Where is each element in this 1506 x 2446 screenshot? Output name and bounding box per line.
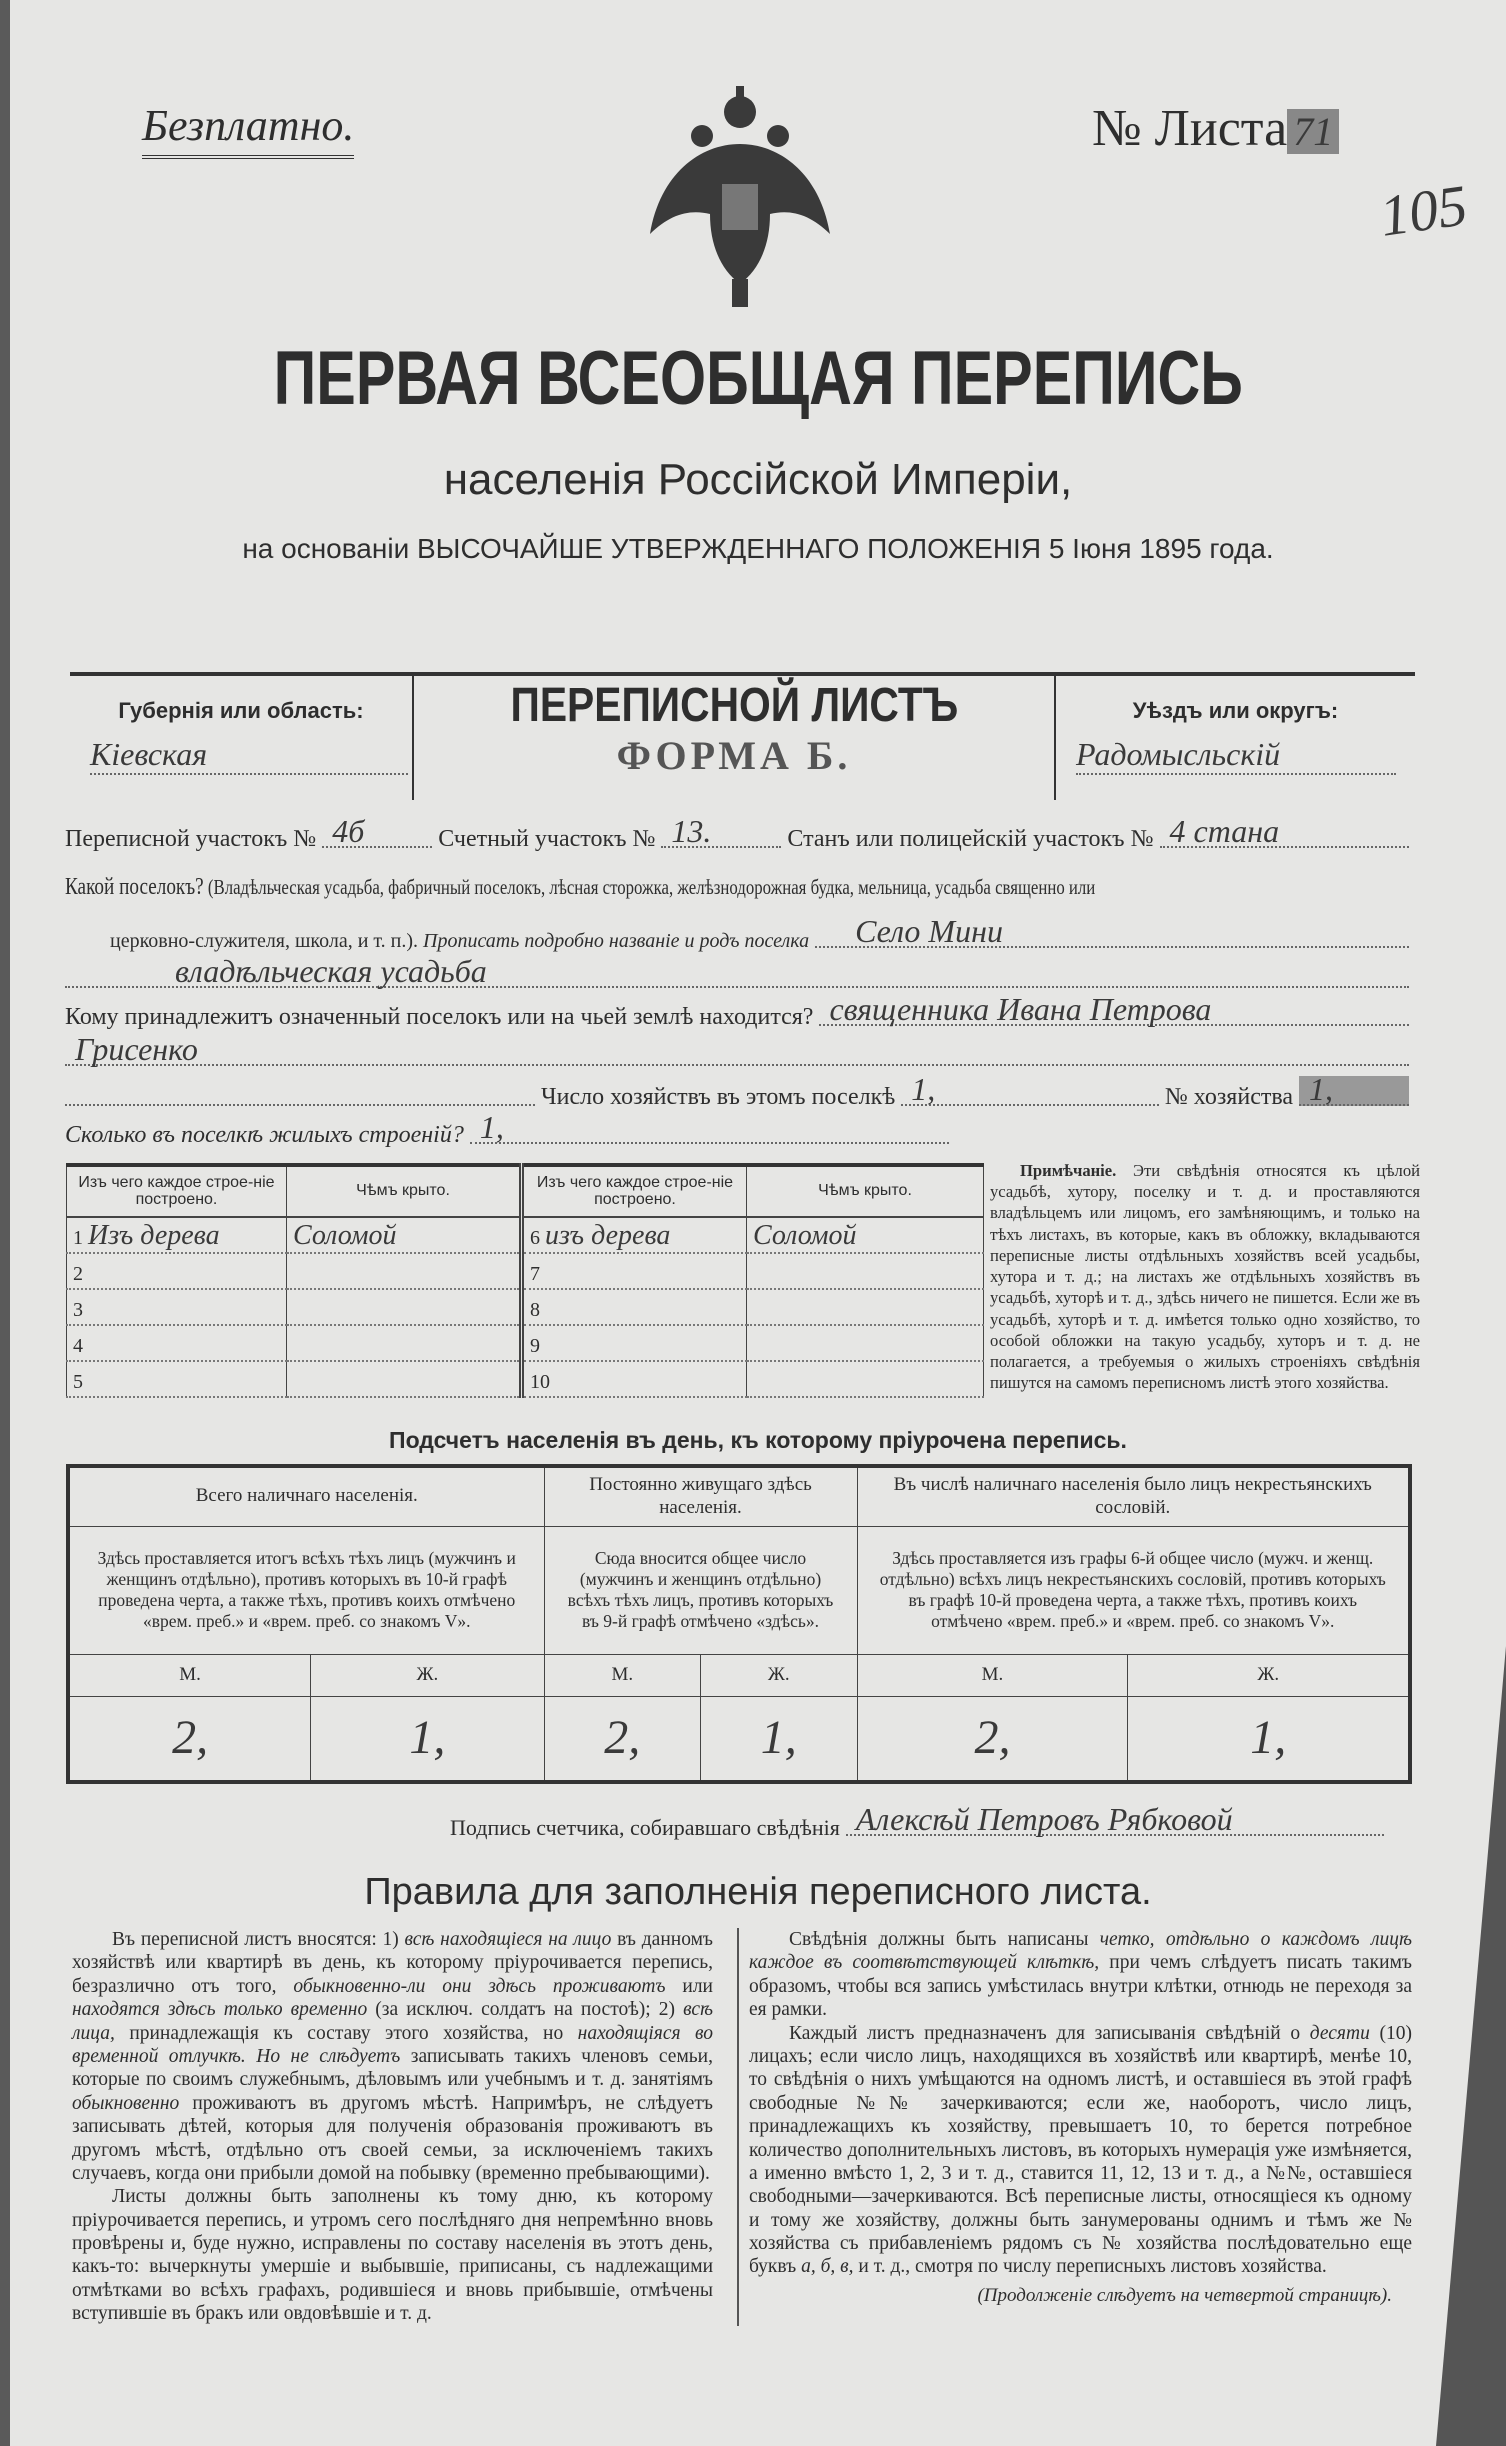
building-row: [67, 1289, 984, 1325]
emphasis-text: находятся здѣсь только временно: [72, 1999, 368, 2021]
form-title: ПЕРЕПИСНОЙ ЛИСТЪ: [510, 679, 958, 732]
emphasis-text: всѣ лица,: [72, 1999, 713, 2044]
roof-cell[interactable]: [747, 1361, 984, 1397]
totals-column-desc: Здѣсь проставляется изъ графы 6-й общее число (мужч. и женщ. отдѣльно) всѣхъ лицъ некрестьянскихъ сословій, противъ которыхъ въ графѣ 10-й проведена черта, а также тѣхъ, противъ коихъ отмѣчено «врем. преб.» и «врем. преб. со знакомъ V».: [857, 1526, 1410, 1654]
male-label: М.: [857, 1654, 1128, 1696]
col-roof-header: Чѣмъ крыто.: [287, 1165, 522, 1217]
rules-paragraph: [72, 1928, 713, 2185]
col-material-header-2: Изъ чего каждое строе-ніе построено.: [522, 1165, 747, 1217]
census-sheet: [10, 0, 1506, 2446]
district-label: Уѣздъ или округъ:: [1132, 698, 1339, 723]
rules-paragraph: [72, 2185, 713, 2325]
emphasis-text: четко, отдѣльно о каждомъ лицѣ каждое въ соотвѣтствующей клѣткѣ,: [749, 1929, 1412, 1974]
rules-left-column: [72, 1928, 727, 2326]
census-district-label: Переписной участокъ №: [65, 826, 317, 852]
rules-heading: Правила для заполненія переписного листа.: [364, 1871, 1152, 1913]
row-number: 5: [73, 1371, 83, 1393]
row-number: 10: [530, 1371, 550, 1393]
building-row: [67, 1325, 984, 1361]
note-text: Эти свѣдѣнія относятся къ цѣлой усадьбѣ, хутору, поселку и т. д. и проставляются владѣльцемъ или лицомъ, его замѣняющимъ, и только на тѣхъ листахъ, въ которые, какъ въ обложку, вкладываются переписные листы отдѣльныхъ хозяйствъ всей усадьбы, хутора и т. д.; на листахъ же отдѣльныхъ хозяйствъ въ усадьбѣ, хуторѣ и т. д., здѣсь ничего не пишется. Если же въ усадьбѣ, хуторѣ и т. д. имѣется только одно хозяйство, то особой обложки на такую усадьбу, хуторъ и т. д. не полагается, а требуемыя о жилыхъ строеніяхъ свѣдѣнія пишутся на самомъ переписномъ листѣ этого хозяйства.: [990, 1161, 1421, 1393]
rules-text: Каждый листъ предназначенъ для записыванія свѣдѣній о: [789, 2022, 1310, 2044]
emphasis-text: всѣ находящіеся на лицо: [404, 1929, 612, 1950]
male-label: М.: [68, 1654, 311, 1696]
row-number: 8: [530, 1299, 540, 1321]
material-cell[interactable]: [522, 1253, 747, 1289]
row-number: 6: [530, 1227, 540, 1249]
emphasis-text: десяти: [1309, 2022, 1370, 2044]
rules-text: Листы должны быть заполнены къ тому дню, къ которому пріурочивается перепись, и утромъ сего послѣдняго дня непремѣнно вновь провѣрены и, буде нужно, исправлены по составу населенія въ этотъ день, какъ-то: вычеркнуты умершіе и выбывшіе, приписаны, съ надлежащими отмѣтками во всѣхъ графахъ, родившіеся и вновь прибывшіе, отмѣчены вступившіе въ бракъ или овдовѣвшіе и т. д.: [72, 2186, 713, 2325]
roof-cell[interactable]: [747, 1253, 984, 1289]
row-number: 7: [530, 1263, 540, 1285]
column-divider: [737, 1928, 739, 2326]
totals-column-title: Въ числѣ наличнаго населенія было лицъ некрестьянскихъ сословій.: [857, 1466, 1410, 1526]
material-cell[interactable]: [67, 1325, 287, 1361]
rules-text: принадлежащія къ составу этого хозяйства, но: [114, 2022, 578, 2044]
province-box: [70, 676, 414, 800]
totals-heading: Подсчетъ населенія въ день, къ которому пріурочена перепись.: [389, 1427, 1127, 1453]
totals-column-desc: Здѣсь проставляется итогъ всѣхъ тѣхъ лицъ (мужчинъ и женщинъ отдѣльно), противъ которыхъ въ 10-й графѣ проведена черта, а также тѣхъ, противъ коихъ отмѣчено «врем. преб.» и «врем. преб. со знакомъ V».: [68, 1526, 544, 1654]
totals-column-desc: Сюда вносится общее число (мужчинъ и женщинъ отдѣльно) всѣхъ тѣхъ лицъ, противъ которыхъ въ 9-й графѣ отмѣчено «здѣсь».: [544, 1526, 857, 1654]
roof-cell[interactable]: [747, 1289, 984, 1325]
province-value[interactable]: Кіевская: [90, 736, 408, 775]
owner-field[interactable]: священника Ивана Петрова: [819, 996, 1409, 1026]
row-number: 2: [73, 1263, 83, 1285]
female-count[interactable]: 1,: [311, 1696, 544, 1782]
households-field[interactable]: 1,: [901, 1076, 1159, 1106]
rules-text: Свѣдѣнія должны быть написаны: [789, 1929, 1100, 1950]
material-cell[interactable]: [67, 1253, 287, 1289]
rules-text: проживаютъ въ другомъ мѣстѣ. Напримѣръ, не слѣдуетъ записывать дѣтей, которыя для полученія образованія проживаютъ въ другомъ мѣстѣ, отдѣльно отъ своей семьи, за исключеніемъ такихъ случаевъ, когда они прибыли домой на побывку (временно пребывающими).: [72, 2092, 713, 2184]
free-label: Безплатно.: [142, 100, 354, 159]
emphasis-text: обыкновенно: [72, 2092, 180, 2114]
rules-text: при чемъ слѣдуетъ писать такимъ образомъ, чтобы вся запись умѣстилась внутри клѣтки, отнюдь не переходя за ея рамки.: [749, 1952, 1412, 2021]
sheet-number-value: 71: [1287, 109, 1339, 154]
roof-cell[interactable]: [287, 1361, 522, 1397]
rules-paragraph: [749, 1928, 1412, 2022]
owner-row-2: [65, 1031, 1415, 1071]
sheet-number: [1092, 100, 1339, 157]
leader-dots: [65, 1076, 535, 1106]
male-count[interactable]: 2,: [857, 1696, 1128, 1782]
totals-column-title: Постоянно живущаго здѣсь населенія.: [544, 1466, 857, 1526]
roof-cell[interactable]: [747, 1217, 984, 1253]
col-material-header: Изъ чего каждое строе-ніе построено.: [67, 1165, 287, 1217]
material-cell[interactable]: [67, 1217, 287, 1253]
rules-text: (10) лицахъ; если число лицъ, находящихся въ хозяйствѣ или квартирѣ, менѣе 10, то свѣдѣнія о нихъ умѣщаются на одномъ листѣ, и оставшіеся въ этой графѣ свободные №№ зачеркиваются; если же, наоборотъ, число лицъ, принадлежащихъ къ хозяйству, превышаетъ 10, то берется потребное количество дополнительныхъ листовъ, въ которыхъ нумерація уже измѣняется, а именно вмѣсто 1, 2, 3 и т. д., ставится 11, 12, 13 и т. д., а №№, оставшіеся свободными—зачеркиваются. Всѣ переписные листы, относящіеся къ одному и тому же хозяйству, должны быть занумерованы однимъ и тѣмъ же № хозяйства съ прибавленіемъ рядомъ съ № хозяйства послѣдовательно еще буквъ: [749, 2022, 1412, 2278]
buildings-table: [66, 1163, 984, 1398]
roof-cell[interactable]: [287, 1325, 522, 1361]
form-title-box: [414, 676, 1054, 779]
district-box: [1054, 676, 1415, 800]
rules-text: (за исключ. солдатъ на постоѣ); 2): [367, 1999, 684, 2021]
owner-row: [65, 991, 1415, 1031]
emphasis-text: а, б, в,: [801, 2256, 854, 2278]
district-numbers-row: [65, 813, 1415, 853]
settlement-instruction: Прописать подробно названіе и родъ поселка: [423, 930, 810, 952]
rules-text: въ данномъ хозяйствѣ или квартирѣ въ день, къ которому пріурочивается перепись, безразлично отъ того,: [72, 1929, 713, 1997]
district-value[interactable]: Радомысльскій: [1076, 736, 1396, 775]
buildings-field[interactable]: 1,: [470, 1114, 949, 1144]
female-count[interactable]: 1,: [701, 1696, 858, 1782]
material-cell[interactable]: [522, 1217, 747, 1253]
totals-column-title: Всего наличнаго населенія.: [68, 1466, 544, 1526]
households-row: [65, 1071, 1415, 1111]
material-cell[interactable]: [522, 1325, 747, 1361]
rules-text: и т. д., смотря по числу переписныхъ листовъ хозяйства.: [853, 2256, 1327, 2278]
male-label: М.: [544, 1654, 701, 1696]
emphasis-text: находящіяся во временной отлучкѣ. Но не слѣдуетъ: [72, 2022, 713, 2067]
roof-cell[interactable]: [747, 1325, 984, 1361]
row-number: 1: [73, 1227, 83, 1249]
imperial-eagle-emblem-icon: [640, 84, 840, 309]
female-label: Ж.: [701, 1654, 858, 1696]
buildings-row: [65, 1109, 955, 1149]
rules-text: или: [665, 1975, 713, 1997]
page-title: [10, 335, 1506, 422]
building-row: [67, 1361, 984, 1397]
settlement-question: [65, 872, 1415, 902]
material-cell[interactable]: [67, 1361, 287, 1397]
title-main: ПЕРВАЯ ВСЕОБЩАЯ ПЕРЕПИСЬ: [273, 336, 1243, 421]
rules-right-column: [749, 1928, 1412, 2326]
roof-value: Соломой: [293, 1220, 397, 1251]
male-count[interactable]: 2,: [68, 1696, 311, 1782]
material-cell[interactable]: [522, 1361, 747, 1397]
male-count[interactable]: 2,: [544, 1696, 701, 1782]
count-district-label: Счетный участокъ №: [438, 826, 656, 852]
owner-field-2[interactable]: Грисенко: [65, 1036, 1409, 1066]
count-district-field[interactable]: 13.: [661, 818, 781, 848]
owner-label: Кому принадлежитъ означенный поселокъ или на чьей землѣ находится?: [65, 1004, 814, 1030]
sheet-number-label: № Листа: [1092, 100, 1288, 157]
buildings-label: Сколько въ поселкѣ жилыхъ строеній?: [65, 1122, 464, 1148]
census-district-field[interactable]: 4б: [322, 818, 432, 848]
settlement-row: [110, 913, 1415, 953]
roof-cell[interactable]: [287, 1217, 522, 1253]
rules-paragraph: [749, 2022, 1412, 2279]
household-no-field[interactable]: 1,: [1299, 1076, 1409, 1106]
roof-cell[interactable]: [287, 1253, 522, 1289]
settlement-hint: (Владѣльческая усадьба, фабричный поселокъ, лѣсная сторожка, желѣзнодорожная будка, мельница, усадьба священно или: [207, 875, 1096, 899]
row-number: 9: [530, 1335, 540, 1357]
settlement-field-2[interactable]: владѣльческая усадьба: [65, 958, 1409, 988]
material-value: Изъ дерева: [88, 1220, 220, 1251]
emphasis-text: обыкновенно-ли они здѣсь проживаютъ: [293, 1975, 666, 1997]
form-box: [70, 672, 1415, 796]
province-label: Губернія или область:: [118, 698, 364, 723]
totals-table: [66, 1464, 1412, 1784]
female-label: Ж.: [311, 1654, 544, 1696]
female-count[interactable]: 1,: [1128, 1696, 1410, 1782]
signature-label: Подпись счетчика, собиравшаго свѣдѣнія: [450, 1815, 840, 1840]
col-roof-header-2: Чѣмъ крыто.: [747, 1165, 984, 1217]
margin-number: 105: [1375, 172, 1472, 249]
title-basis: на основаніи ВЫСОЧАЙШЕ УТВЕРЖДЕННАГО ПОЛОЖЕНІЯ 5 Іюня 1895 года.: [242, 533, 1274, 564]
police-district-field[interactable]: 4 стана: [1160, 818, 1410, 848]
settlement-hint-2: церковно-служителя, школа, и т. п.).: [110, 930, 418, 952]
note-label: Примѣчаніе.: [1020, 1161, 1117, 1180]
roof-cell[interactable]: [287, 1289, 522, 1325]
signature-row: [450, 1801, 1390, 1841]
rules-text: Въ переписной листъ вносятся: 1): [112, 1929, 405, 1950]
police-district-label: Станъ или полицейскій участокъ №: [787, 826, 1154, 852]
settlement-label: Какой поселокъ?: [65, 874, 204, 900]
building-row: [67, 1253, 984, 1289]
households-label: Число хозяйствъ въ этомъ поселкѣ: [541, 1084, 896, 1110]
female-label: Ж.: [1128, 1654, 1410, 1696]
title-subtitle: населенія Россійской Имперіи,: [443, 455, 1073, 504]
row-number: 3: [73, 1299, 83, 1321]
form-name: ФОРМА Б.: [616, 733, 852, 779]
settlement-field[interactable]: Село Мини: [815, 918, 1409, 948]
row-number: 4: [73, 1335, 83, 1357]
household-no-label: № хозяйства: [1164, 1084, 1293, 1110]
continuation-note: (Продолженіе слѣдуетъ на четвертой страницѣ).: [977, 2284, 1392, 2306]
material-cell[interactable]: [522, 1289, 747, 1325]
material-value: изъ дерева: [545, 1220, 671, 1251]
signature-field[interactable]: Алексѣй Петровъ Рябковой: [846, 1806, 1384, 1836]
roof-value: Соломой: [753, 1220, 857, 1251]
material-cell[interactable]: [67, 1289, 287, 1325]
scan-edge: [1436, 1646, 1506, 2446]
building-row: [67, 1217, 984, 1253]
rules-text: записывать такихъ членовъ семьи, которые по своимъ служебнымъ, дѣловымъ или учебнымъ и т. д. занятіямъ: [72, 2045, 713, 2091]
settlement-row-2: [65, 953, 1415, 993]
note: [990, 1160, 1420, 1394]
rules-columns: [72, 1928, 1412, 2326]
